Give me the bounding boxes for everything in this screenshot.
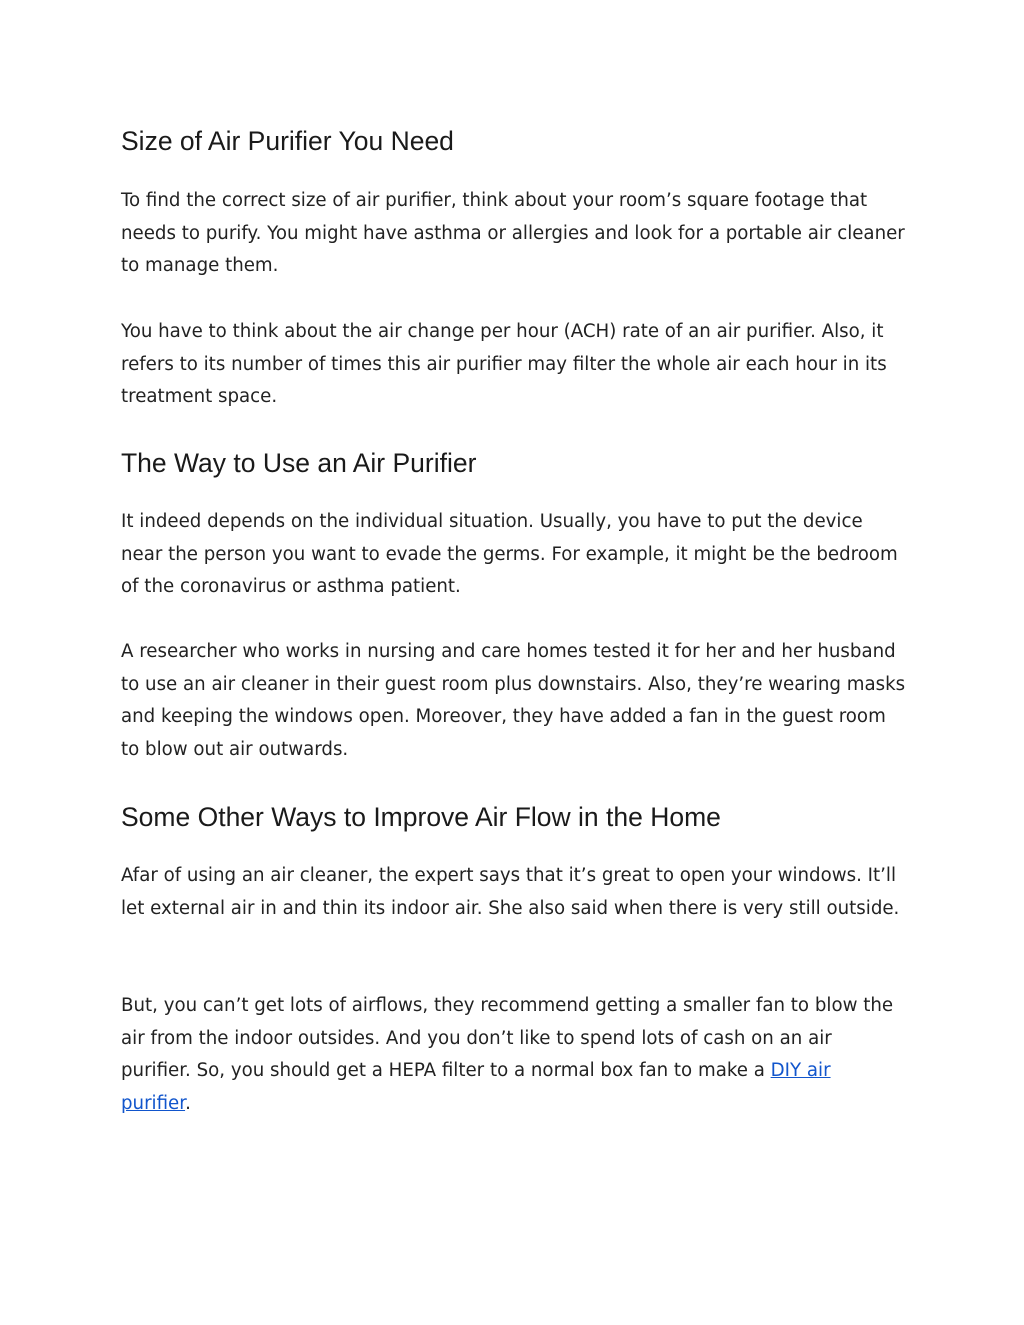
- paragraph-diy-text: But, you can’t get lots of airflows, they recommend getting a smaller fan to blow the air from the indoor outsides. And you don’t like to spend lots of cash on an air purifier. So, you should get a HEPA filter to a normal box fan to make a: [121, 995, 894, 1082]
- paragraph-ach-rate: You have to think about the air change per hour (ACH) rate of an air purifier. Also, it refers to its number of times this air purifier may filter the whole air each hour in its treatment space.: [121, 321, 887, 408]
- paragraph-size-intro: To find the correct size of air purifier, think about your room’s square footage that needs to purify. You might have asthma or allergies and look for a portable air cleaner to manage them.: [121, 190, 905, 277]
- section-heading-size: Size of Air Purifier You Need: [121, 126, 454, 156]
- diy-air-purifier-link[interactable]: DIY air purifier: [121, 1060, 831, 1115]
- paragraph-open-windows: Afar of using an air cleaner, the expert says that it’s great to open your windows. It’ll let external air in and thin its indoor air. She also said when there is very still outside.: [121, 865, 900, 919]
- paragraph-diy-purifier: [121, 990, 906, 1121]
- section-heading-airflow: Some Other Ways to Improve Air Flow in the Home: [121, 802, 721, 832]
- paragraph-diy-period: .: [185, 1093, 191, 1115]
- section-heading-usage: The Way to Use an Air Purifier: [121, 448, 477, 478]
- paragraph-researcher: A researcher who works in nursing and care homes tested it for her and her husband to use an air cleaner in their guest room plus downstairs. Also, they’re wearing masks and keeping the windows open. Moreover, they have added a fan in the guest room to blow out air outwards.: [121, 641, 906, 761]
- paragraph-usage-situation: It indeed depends on the individual situation. Usually, you have to put the device near the person you want to evade the germs. For example, it might be the bedroom of the coronavirus or asthma patient.: [121, 511, 898, 598]
